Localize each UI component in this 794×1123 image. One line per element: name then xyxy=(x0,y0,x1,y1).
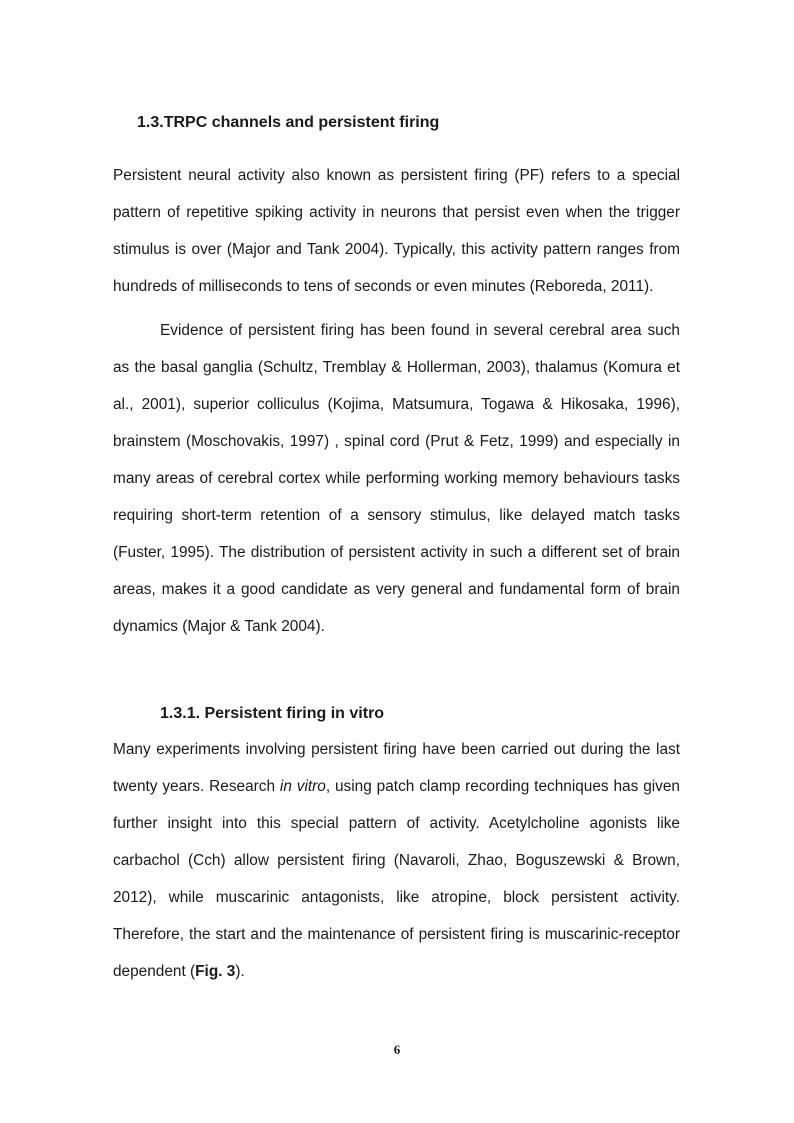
figure-reference: Fig. 3 xyxy=(195,963,236,980)
page-number: 6 xyxy=(393,1042,401,1057)
paragraph-persistent-activity: Persistent neural activity also known as persistent firing (PF) refers to a special pattern of repetitive spiking activity in neurons that persist even when the trigger stimulus is over (Major and Tank 2004). Typically, this activity pattern ranges from hundreds of milliseconds to tens of seconds or even minutes (Reboreda, 2011). xyxy=(113,167,680,295)
italic-term: in vitro xyxy=(279,778,326,795)
paragraph-in-vitro xyxy=(113,731,680,990)
paragraph-text: Many experiments involving persistent firing have been carried out during the last twenty years. Research xyxy=(113,741,680,795)
subsection-heading: 1.3.1. Persistent firing in vitro xyxy=(160,705,385,722)
paragraph-text: , using patch clamp recording techniques has given further insight into this special pattern of activity. Acetylcholine agonists like carbachol (Cch) allow persistent firing (Navaroli, Zhao, Boguszewski & Brown, 2012), while muscarinic antagonists, like atropine, block persistent activity. Therefore, the start and the maintenance of persistent firing is muscarinic-receptor dependent ( xyxy=(113,778,680,980)
paragraph-evidence: Evidence of persistent firing has been found in several cerebral area such as the basal ganglia (Schultz, Tremblay & Hollerman, 2003), thalamus (Komura et al., 2001), superior colliculus (Kojima, Matsumura, Togawa & Hikosaka, 1996), brainstem (Moschovakis, 1997) , spinal cord (Prut & Fetz, 1999) and especially in many areas of cerebral cortex while performing working memory behaviours tasks requiring short-term retention of a sensory stimulus, like delayed match tasks (Fuster, 1995). The distribution of persistent activity in such a different set of brain areas, makes it a good candidate as very general and fundamental form of brain dynamics (Major & Tank 2004). xyxy=(113,322,680,635)
paragraph-text: ). xyxy=(235,963,245,980)
section-heading: 1.3.TRPC channels and persistent firing xyxy=(137,114,440,131)
